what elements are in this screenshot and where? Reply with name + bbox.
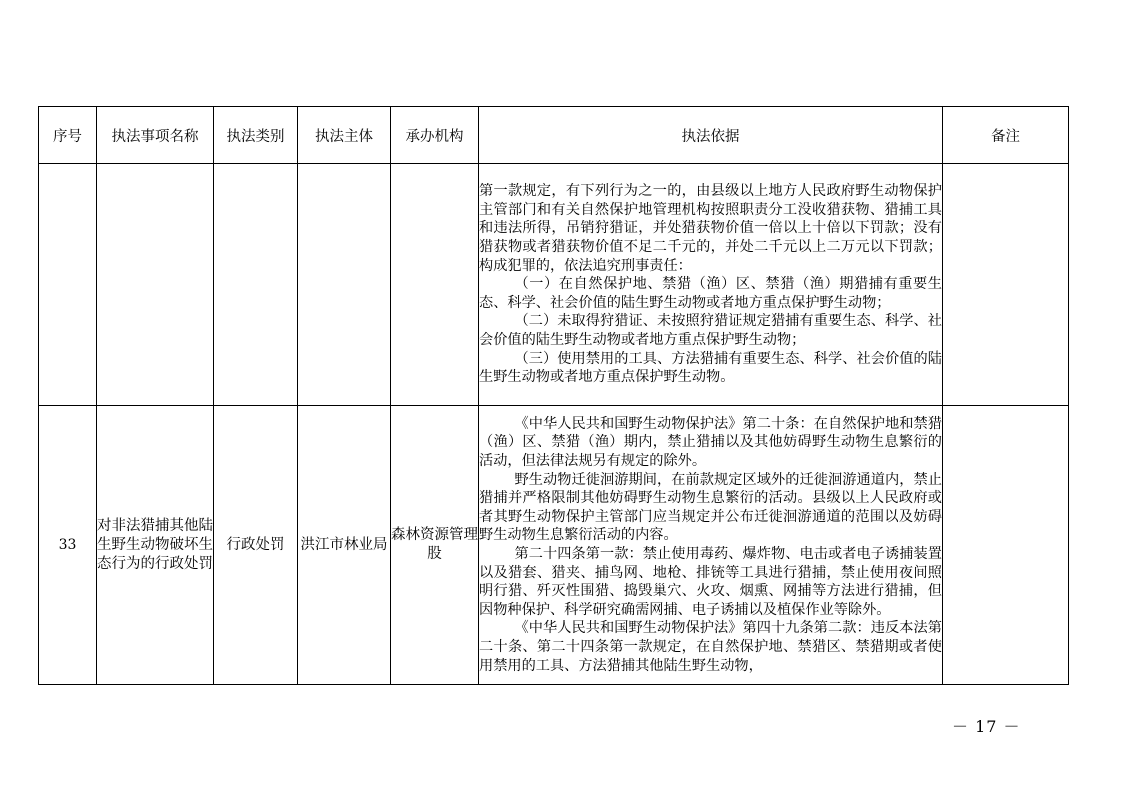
cell-item-name: 对非法猎捕其他陆生野生动物破坏生态行为的行政处罚 [97,406,214,685]
basis-paragraph: 《中华人民共和国野生动物保护法》第四十九条第二款：违反本法第二十条、第二十四条第一款规定，在自然保护地、禁猎区、禁猎期或者使用禁用的工具、方法猎捕其他陆生野生动物， [479,620,942,674]
cell-seq-empty [39,164,97,406]
cell-seq: 33 [39,406,97,685]
cell-remark-empty [943,164,1069,406]
header-subject: 执法主体 [298,107,391,164]
table-row-33 [39,406,1069,685]
basis-paragraph: 野生动物迁徙洄游期间，在前款规定区域外的迁徙洄游通道内，禁止猎捕并严格限制其他妨碍野生动物生息繁衍的活动。县级以上人民政府或者其野生动物保护主管部门应当规定并公布迁徙洄游通道的范围以及妨碍野生动物生息繁衍活动的内容。 [479,471,942,544]
header-seq: 序号 [39,107,97,164]
cell-category: 行政处罚 [214,406,298,685]
basis-paragraph: 《中华人民共和国野生动物保护法》第二十条：在自然保护地和禁猎（渔）区、禁猎（渔）期内，禁止猎捕以及其他妨碍野生动物生息繁衍的活动，但法律法规另有规定的除外。 [479,415,942,470]
cell-agency: 森林资源管理股 [391,406,479,685]
cell-basis [479,406,943,685]
basis-paragraph: 第一款规定，有下列行为之一的，由县级以上地方人民政府野生动物保护主管部门和有关自然保护地管理机构按照职责分工没收猎获物、猎捕工具和违法所得，吊销狩猎证，并处猎获物价值一倍以上十倍以下罚款；没有猎获物或者猎获物价值不足二千元的，并处二千元以上二万元以下罚款；构成犯罪的，依法追究刑事责任： [479,183,942,274]
enforcement-table [38,106,1069,685]
basis-paragraph: （三）使用禁用的工具、方法猎捕有重要生态、科学、社会价值的陆生野生动物或者地方重点保护野生动物。 [479,350,942,386]
basis-paragraph: （二）未取得狩猎证、未按照狩猎证规定猎捕有重要生态、科学、社会价值的陆生野生动物或者地方重点保护野生动物； [479,313,942,348]
header-basis: 执法依据 [479,107,943,164]
header-remark: 备注 [943,107,1069,164]
page-number: － 17 － [952,717,1021,736]
basis-paragraph: （一）在自然保护地、禁猎（渔）区、禁猎（渔）期猎捕有重要生态、科学、社会价值的陆生野生动物或者地方重点保护野生动物； [479,276,942,311]
header-item-name: 执法事项名称 [97,107,214,164]
table-header-row [39,107,1069,164]
cell-subject-empty [298,164,391,406]
cell-category-empty [214,164,298,406]
cell-remark [943,406,1069,685]
basis-paragraph: 第二十四条第一款：禁止使用毒药、爆炸物、电击或者电子诱捕装置以及猎套、猎夹、捕鸟网、地枪、排铳等工具进行猎捕，禁止使用夜间照明行猎、歼灭性围猎、捣毁巢穴、火攻、烟熏、网捕等方法进行猎捕，但因物种保护、科学研究确需网捕、电子诱捕以及植保作业等除外。 [479,546,942,618]
cell-subject: 洪江市林业局 [298,406,391,685]
cell-name-empty [97,164,214,406]
cell-agency-empty [391,164,479,406]
table-row-continued [39,164,1069,406]
header-agency: 承办机构 [391,107,479,164]
header-category: 执法类别 [214,107,298,164]
cell-basis-continued [479,164,943,406]
